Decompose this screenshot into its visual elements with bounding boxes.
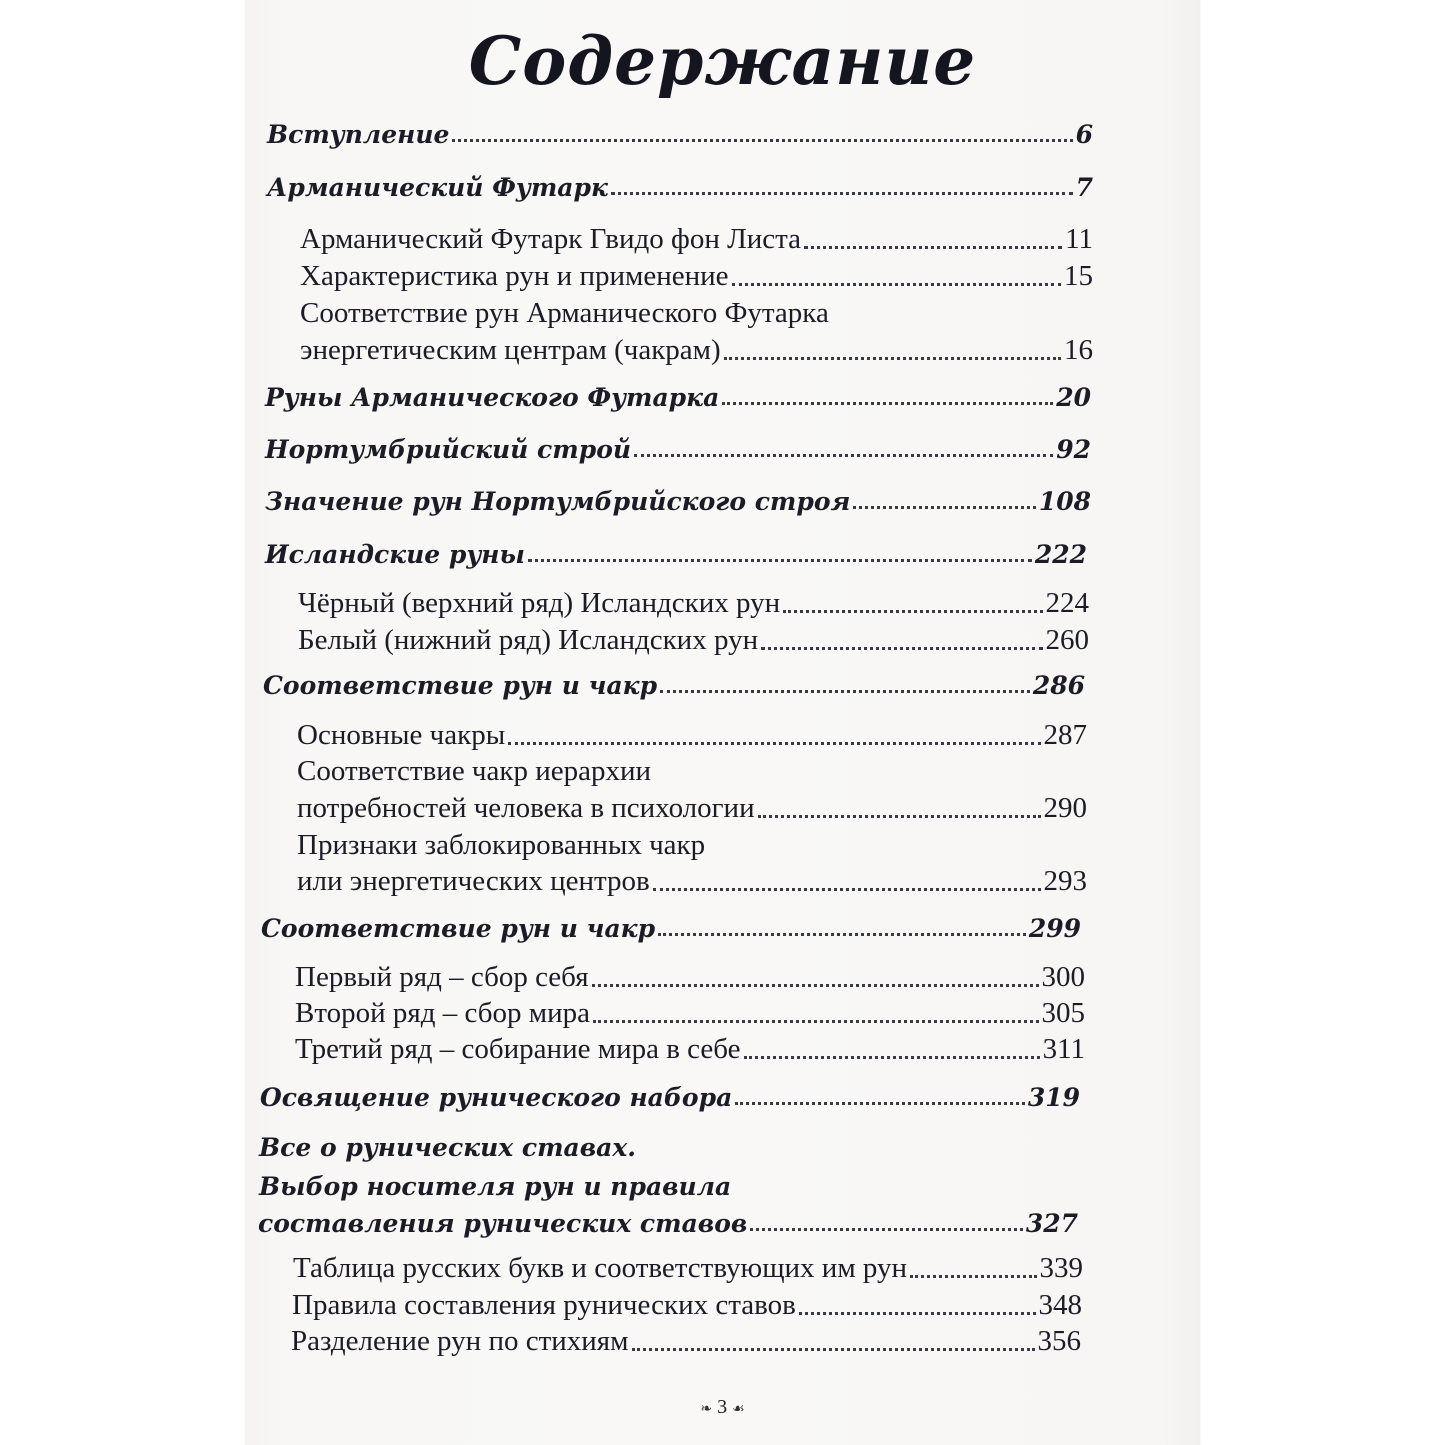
- toc-entry-title: Второй ряд – сбор мира: [295, 997, 590, 1029]
- toc-subentry: [295, 961, 1085, 994]
- toc-entry-title: Первый ряд – сбор себя: [295, 961, 589, 993]
- toc-entry-title: Соответствие чакр иерархии: [297, 755, 652, 787]
- toc-leader: [804, 246, 1062, 249]
- toc-leader: [750, 1228, 1022, 1231]
- toc-entry: [258, 1209, 1078, 1238]
- toc-leader: [744, 1056, 1040, 1059]
- toc-entry-page: 290: [1043, 792, 1087, 824]
- toc-entry-page: 339: [1039, 1252, 1083, 1284]
- toc-leader: [735, 1102, 1025, 1105]
- toc-entry-title: Нортумбрийский строй: [265, 435, 632, 464]
- toc-subentry: [297, 792, 1087, 825]
- table-of-contents: [245, 0, 1200, 1400]
- toc-entry-page: 7: [1075, 173, 1093, 202]
- ornament-right-icon: ☙: [732, 1402, 745, 1417]
- toc-entry-title: Таблица русских букв и соответствующих им рун: [293, 1252, 908, 1284]
- toc-leader: [634, 454, 1053, 457]
- toc-entry-title: Все о рунических ставах.: [259, 1133, 636, 1162]
- toc-subentry: [300, 297, 1093, 330]
- toc-leader: [732, 283, 1061, 286]
- toc-subentry: [297, 865, 1087, 898]
- toc-entry-page: 11: [1065, 223, 1093, 255]
- toc-leader: [761, 647, 1042, 650]
- toc-subentry: [292, 1289, 1082, 1322]
- toc-entry-page: 311: [1042, 1033, 1085, 1065]
- toc-entry-title: Значение рун Нортумбрийского строя: [265, 487, 851, 516]
- toc-entry-title: Выбор носителя рун и правила: [259, 1172, 732, 1201]
- page-footer: [245, 1396, 1200, 1419]
- toc-entry: [261, 914, 1081, 943]
- toc-entry-page: 287: [1043, 719, 1087, 751]
- toc-entry-page: 293: [1043, 865, 1087, 897]
- toc-subentry: [298, 624, 1089, 657]
- toc-entry-title: Чёрный (верхний ряд) Исландских рун: [298, 587, 781, 619]
- toc-leader: [508, 742, 1040, 745]
- toc-leader: [632, 1348, 1035, 1351]
- toc-entry-title: или энергетических центров: [297, 865, 650, 897]
- toc-entry-title: Характеристика рун и применение: [300, 260, 729, 292]
- toc-entry: [263, 671, 1085, 700]
- toc-entry: [265, 540, 1087, 569]
- toc-entry: [259, 1172, 1079, 1201]
- toc-entry: [267, 120, 1093, 149]
- toc-entry-title: составления рунических ставов: [258, 1209, 748, 1238]
- toc-entry-page: 224: [1045, 587, 1089, 619]
- toc-leader: [799, 1312, 1036, 1315]
- toc-leader: [658, 933, 1026, 936]
- toc-subentry: [300, 223, 1093, 256]
- toc-entry-page: 15: [1064, 260, 1093, 292]
- toc-subentry: [295, 1033, 1085, 1066]
- toc-entry: [265, 487, 1091, 516]
- toc-entry-page: 305: [1041, 997, 1085, 1029]
- toc-entry: [260, 1083, 1080, 1112]
- toc-entry-page: 286: [1032, 671, 1085, 700]
- toc-entry-title: Вступление: [267, 120, 450, 149]
- toc-entry-title: Правила составления рунических ставов: [292, 1289, 796, 1321]
- toc-leader: [653, 888, 1041, 891]
- toc-entry-title: Арманический Футарк: [267, 173, 608, 202]
- toc-subentry: [297, 829, 1087, 862]
- toc-entry-page: 108: [1038, 487, 1091, 516]
- toc-entry-page: 356: [1037, 1325, 1081, 1357]
- toc-entry-page: 16: [1064, 334, 1093, 366]
- toc-leader: [660, 690, 1030, 693]
- toc-entry-title: Освящение рунического набора: [260, 1083, 733, 1112]
- toc-subentry: [300, 260, 1093, 293]
- toc-entry-title: Третий ряд – собирание мира в себе: [295, 1033, 741, 1065]
- page-title: Содержание: [468, 22, 977, 100]
- toc-entry-title: потребностей человека в психологии: [297, 792, 755, 824]
- toc-leader: [758, 815, 1041, 818]
- toc-entry-title: Основные чакры: [297, 719, 506, 751]
- toc-subentry: [295, 997, 1085, 1030]
- toc-entry-page: 260: [1045, 624, 1089, 656]
- toc-entry-page: 348: [1038, 1289, 1082, 1321]
- toc-leader: [724, 357, 1061, 360]
- toc-leader: [783, 610, 1042, 613]
- toc-entry: [265, 435, 1091, 464]
- toc-entry-title: Соответствие рун и чакр: [263, 671, 658, 700]
- toc-entry-title: Исландские руны: [265, 540, 525, 569]
- toc-entry-title: энергетическим центрам (чакрам): [300, 334, 721, 366]
- toc-entry: [259, 1133, 1079, 1162]
- toc-entry-page: 92: [1056, 435, 1091, 464]
- book-page: [245, 0, 1200, 1445]
- toc-entry-title: Разделение рун по стихиям: [291, 1325, 629, 1357]
- toc-entry-page: 222: [1034, 540, 1087, 569]
- toc-entry-page: 327: [1025, 1209, 1078, 1238]
- toc-entry: [265, 383, 1091, 412]
- toc-entry-page: 299: [1028, 914, 1081, 943]
- toc-subentry: [297, 719, 1087, 752]
- toc-subentry: [300, 334, 1093, 367]
- toc-entry-title: Соответствие рун Арманического Футарка: [300, 297, 829, 329]
- toc-entry-page: 20: [1056, 383, 1091, 412]
- toc-subentry: [291, 1325, 1081, 1358]
- toc-entry-title: Арманический Футарк Гвидо фон Листа: [300, 223, 802, 255]
- toc-leader: [853, 506, 1035, 509]
- toc-entry-title: Признаки заблокированных чакр: [297, 829, 706, 861]
- ornament-left-icon: ❧: [700, 1402, 713, 1417]
- toc-leader: [593, 1020, 1039, 1023]
- toc-entry-title: Соответствие рун и чакр: [261, 914, 656, 943]
- toc-leader: [592, 984, 1039, 987]
- toc-leader: [528, 559, 1032, 562]
- toc-subentry: [297, 755, 1087, 788]
- toc-entry-title: Белый (нижний ряд) Исландских рун: [298, 624, 759, 656]
- toc-entry: [267, 173, 1093, 202]
- toc-leader: [910, 1275, 1036, 1278]
- toc-subentry: [298, 587, 1089, 620]
- toc-leader: [452, 139, 1072, 142]
- toc-entry-title: Руны Арманического Футарка: [265, 383, 720, 412]
- toc-entry-page: 319: [1027, 1083, 1080, 1112]
- toc-entry-page: 300: [1041, 961, 1085, 993]
- toc-leader: [611, 192, 1073, 195]
- page-number: 3: [717, 1396, 728, 1418]
- toc-subentry: [293, 1252, 1083, 1285]
- toc-entry-page: 6: [1075, 120, 1093, 149]
- toc-leader: [722, 402, 1053, 405]
